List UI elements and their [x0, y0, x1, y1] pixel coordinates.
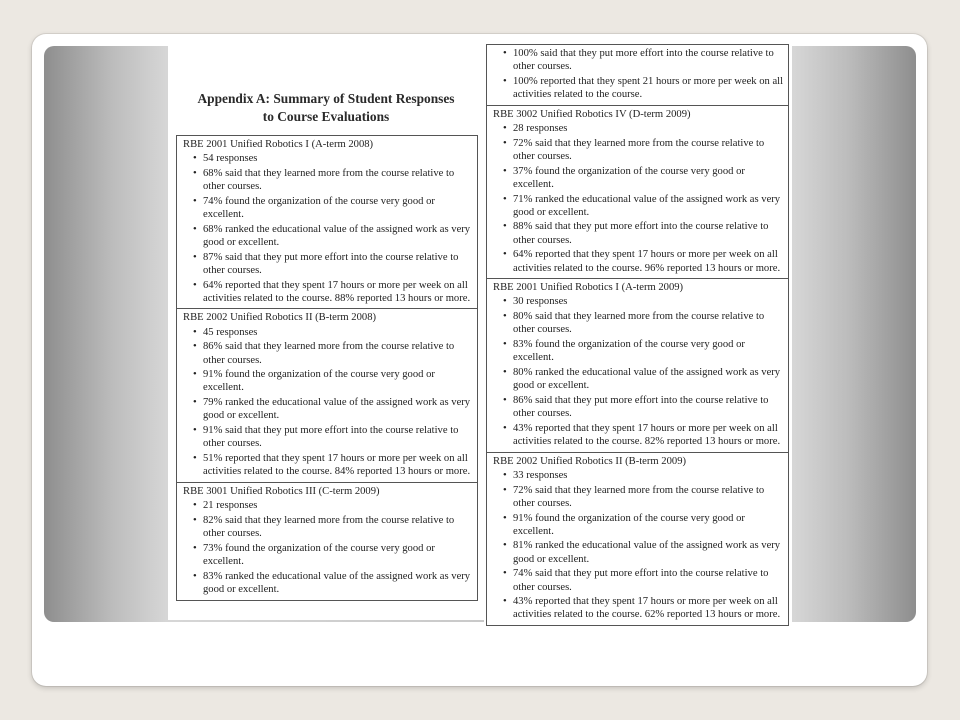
response-item: • 21 responses	[181, 499, 473, 512]
evaluation-table-left	[176, 135, 478, 601]
course-heading: RBE 2001 Unified Robotics I (A-term 2009)	[493, 282, 684, 294]
response-item: • 100% reported that they spent 21 hours or more per week on all activities related to the course.	[491, 75, 784, 101]
response-item: • 51% reported that they spent 17 hours or more per week on all activities related to the course. 84% reported 13 hours or more.	[181, 452, 473, 478]
evaluation-table-right	[486, 44, 789, 626]
response-item: • 54 responses	[181, 152, 473, 165]
response-list	[181, 326, 473, 479]
response-list	[491, 295, 784, 448]
response-item: • 72% said that they learned more from the course relative to other courses.	[491, 484, 784, 510]
response-item: • 87% said that they put more effort into the course relative to other courses.	[181, 251, 473, 277]
response-item: • 91% found the organization of the course very good or excellent.	[491, 512, 784, 538]
course-heading: RBE 2002 Unified Robotics II (B-term 2009)	[493, 455, 687, 467]
response-item: • 43% reported that they spent 17 hours or more per week on all activities related to the course. 82% reported 13 hours or more.	[491, 422, 784, 448]
appendix-title-line-1: Appendix A: Summary of Student Responses	[197, 91, 455, 106]
response-item: • 30 responses	[491, 295, 784, 308]
response-item: • 45 responses	[181, 326, 473, 339]
course-section	[487, 278, 788, 451]
response-item: • 88% said that they put more effort into the course relative to other courses.	[491, 220, 784, 246]
course-heading: RBE 2001 Unified Robotics I (A-term 2008)	[183, 139, 374, 150]
response-item: • 86% said that they learned more from the course relative to other courses.	[181, 340, 473, 366]
appendix-title	[168, 90, 484, 126]
course-section	[177, 136, 477, 308]
response-item: • 72% said that they learned more from the course relative to other courses.	[491, 137, 784, 163]
response-item: • 33 responses	[491, 469, 784, 482]
response-item: • 86% said that they put more effort into the course relative to other courses.	[491, 394, 784, 420]
response-list	[491, 469, 784, 622]
response-list	[181, 152, 473, 305]
response-item: • 71% ranked the educational value of the assigned work as very good or excellent.	[491, 193, 784, 219]
course-heading: RBE 3002 Unified Robotics IV (D-term 2009)	[493, 108, 691, 120]
response-item: • 64% reported that they spent 17 hours or more per week on all activities related to the course. 96% reported 13 hours or more.	[491, 248, 784, 274]
response-item: • 64% reported that they spent 17 hours or more per week on all activities related to the course. 88% reported 13 hours or more.	[181, 279, 473, 305]
course-section	[487, 452, 788, 625]
response-item: • 83% found the organization of the course very good or excellent.	[491, 338, 784, 364]
response-list	[491, 47, 784, 101]
response-list	[491, 122, 784, 275]
response-item: • 83% ranked the educational value of the assigned work as very good or excellent.	[181, 570, 473, 596]
response-item: • 81% ranked the educational value of the assigned work as very good or excellent.	[491, 539, 784, 565]
course-section	[177, 308, 477, 481]
response-item: • 74% found the organization of the course very good or excellent.	[181, 195, 473, 221]
response-list	[181, 499, 473, 596]
response-item: • 79% ranked the educational value of the assigned work as very good or excellent.	[181, 396, 473, 422]
response-item: • 91% found the organization of the course very good or excellent.	[181, 368, 473, 394]
response-item: • 68% said that they learned more from the course relative to other courses.	[181, 167, 473, 193]
response-item: • 100% said that they put more effort into the course relative to other courses.	[491, 47, 784, 73]
course-section	[177, 482, 477, 600]
response-item: • 80% ranked the educational value of the assigned work as very good or excellent.	[491, 366, 784, 392]
response-item: • 43% reported that they spent 17 hours or more per week on all activities related to the course. 62% reported 13 hours or more.	[491, 595, 784, 621]
response-item: • 37% found the organization of the course very good or excellent.	[491, 165, 784, 191]
appendix-title-line-2: to Course Evaluations	[262, 109, 390, 124]
response-item: • 80% said that they learned more from the course relative to other courses.	[491, 310, 784, 336]
response-item: • 73% found the organization of the course very good or excellent.	[181, 542, 473, 568]
response-item: • 74% said that they put more effort into the course relative to other courses.	[491, 567, 784, 593]
response-item: • 91% said that they put more effort into the course relative to other courses.	[181, 424, 473, 450]
course-heading: RBE 2002 Unified Robotics II (B-term 2008)	[183, 312, 377, 324]
response-item: • 82% said that they learned more from the course relative to other courses.	[181, 514, 473, 540]
course-heading: RBE 3001 Unified Robotics III (C-term 2009)	[183, 485, 380, 497]
response-item: • 68% ranked the educational value of the assigned work as very good or excellent.	[181, 223, 473, 249]
course-section	[487, 105, 788, 278]
course-section	[487, 45, 788, 105]
response-item: • 28 responses	[491, 122, 784, 135]
